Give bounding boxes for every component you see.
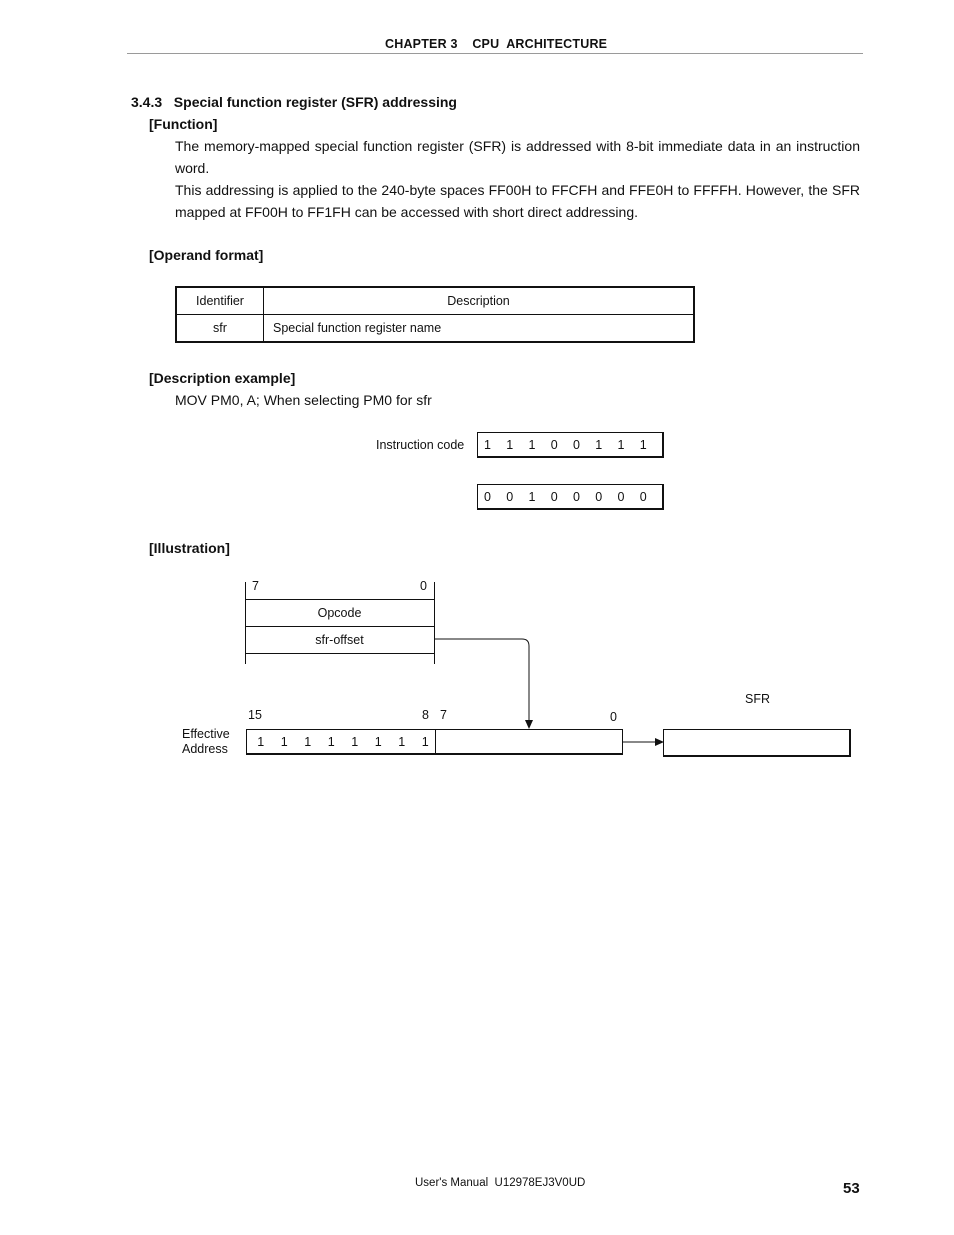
sfr-offset-field: sfr-offset [245,626,434,653]
sfr-label: SFR [745,692,770,706]
column-header-identifier: Identifier [176,287,264,315]
code-bit: 0 [484,489,491,504]
code-bit: 0 [573,437,580,452]
ea-bit-15: 15 [248,708,262,722]
ea-bit: 1 [421,735,429,749]
description-example-text: MOV PM0, A; When selecting PM0 for sfr [175,392,432,408]
table-cell-description: Special function register name [264,315,695,343]
bit-label-7: 7 [252,579,259,593]
bit-label-0: 0 [420,579,427,593]
code-bit: 1 [484,437,491,452]
description-example-heading: [Description example] [149,370,296,386]
ea-bit-7: 7 [440,708,447,722]
code-bit: 0 [595,489,603,504]
instruction-code-byte-1 [477,432,664,458]
ea-bit: 1 [257,735,265,749]
ea-bit: 1 [351,735,359,749]
code-bit: 0 [639,489,647,504]
ea-bit: 1 [304,735,312,749]
code-bit: 1 [639,437,647,452]
table-row [176,315,694,343]
function-paragraph-2: This addressing is applied to the 240-byte spaces FF00H to FFCFH and FFE0H to FFFFH. However, the SFR mapped at FF00H to FF1FH can be accessed with short direct addressing. [175,182,860,220]
ea-bit: 1 [374,735,382,749]
effective-address-label-line2: Address [182,742,228,756]
column-header-description: Description [264,287,695,315]
section-title: 3.4.3 Special function register (SFR) addressing [131,94,457,110]
code-bit: 0 [506,489,514,504]
illustration-heading: [Illustration] [149,540,230,556]
effective-address-label-line1: Effective [182,727,230,741]
sfr-arrow [622,734,666,750]
ea-bit-8: 8 [422,708,429,722]
page-number: 53 [843,1180,860,1197]
ea-bit: 1 [327,735,335,749]
instruction-bottom-rule [245,653,434,654]
effective-address-high-bits [249,735,437,749]
ea-bit: 1 [398,735,406,749]
instruction-code-byte-2 [477,484,664,510]
function-heading: [Function] [149,116,218,132]
instruction-code-label: Instruction code [376,438,465,452]
footer-manual-id: User's Manual U12978EJ3V0UD [415,1177,586,1189]
ea-bit: 1 [280,735,288,749]
code-bit: 0 [550,489,558,504]
code-bit: 0 [573,489,580,504]
code-bit: 1 [617,437,625,452]
function-paragraph-1: The memory-mapped special function register (SFR) is addressed with 8-bit immediate data in an instruction word. [175,138,860,176]
opcode-field: Opcode [245,599,434,626]
table-cell-identifier: sfr [176,315,264,343]
code-bit: 1 [528,437,536,452]
code-bit: 1 [506,437,514,452]
code-bit: 1 [595,437,603,452]
table-header-row [176,287,694,315]
code-bit: 1 [528,489,536,504]
sfr-register-box [663,729,851,757]
code-bit: 0 [617,489,625,504]
ea-bit-0: 0 [610,710,617,724]
operand-format-table [175,286,695,343]
code-bit: 0 [550,437,558,452]
header-rule [127,53,863,54]
operand-format-heading: [Operand format] [149,247,264,263]
chapter-header: CHAPTER 3 CPU ARCHITECTURE [385,37,608,51]
